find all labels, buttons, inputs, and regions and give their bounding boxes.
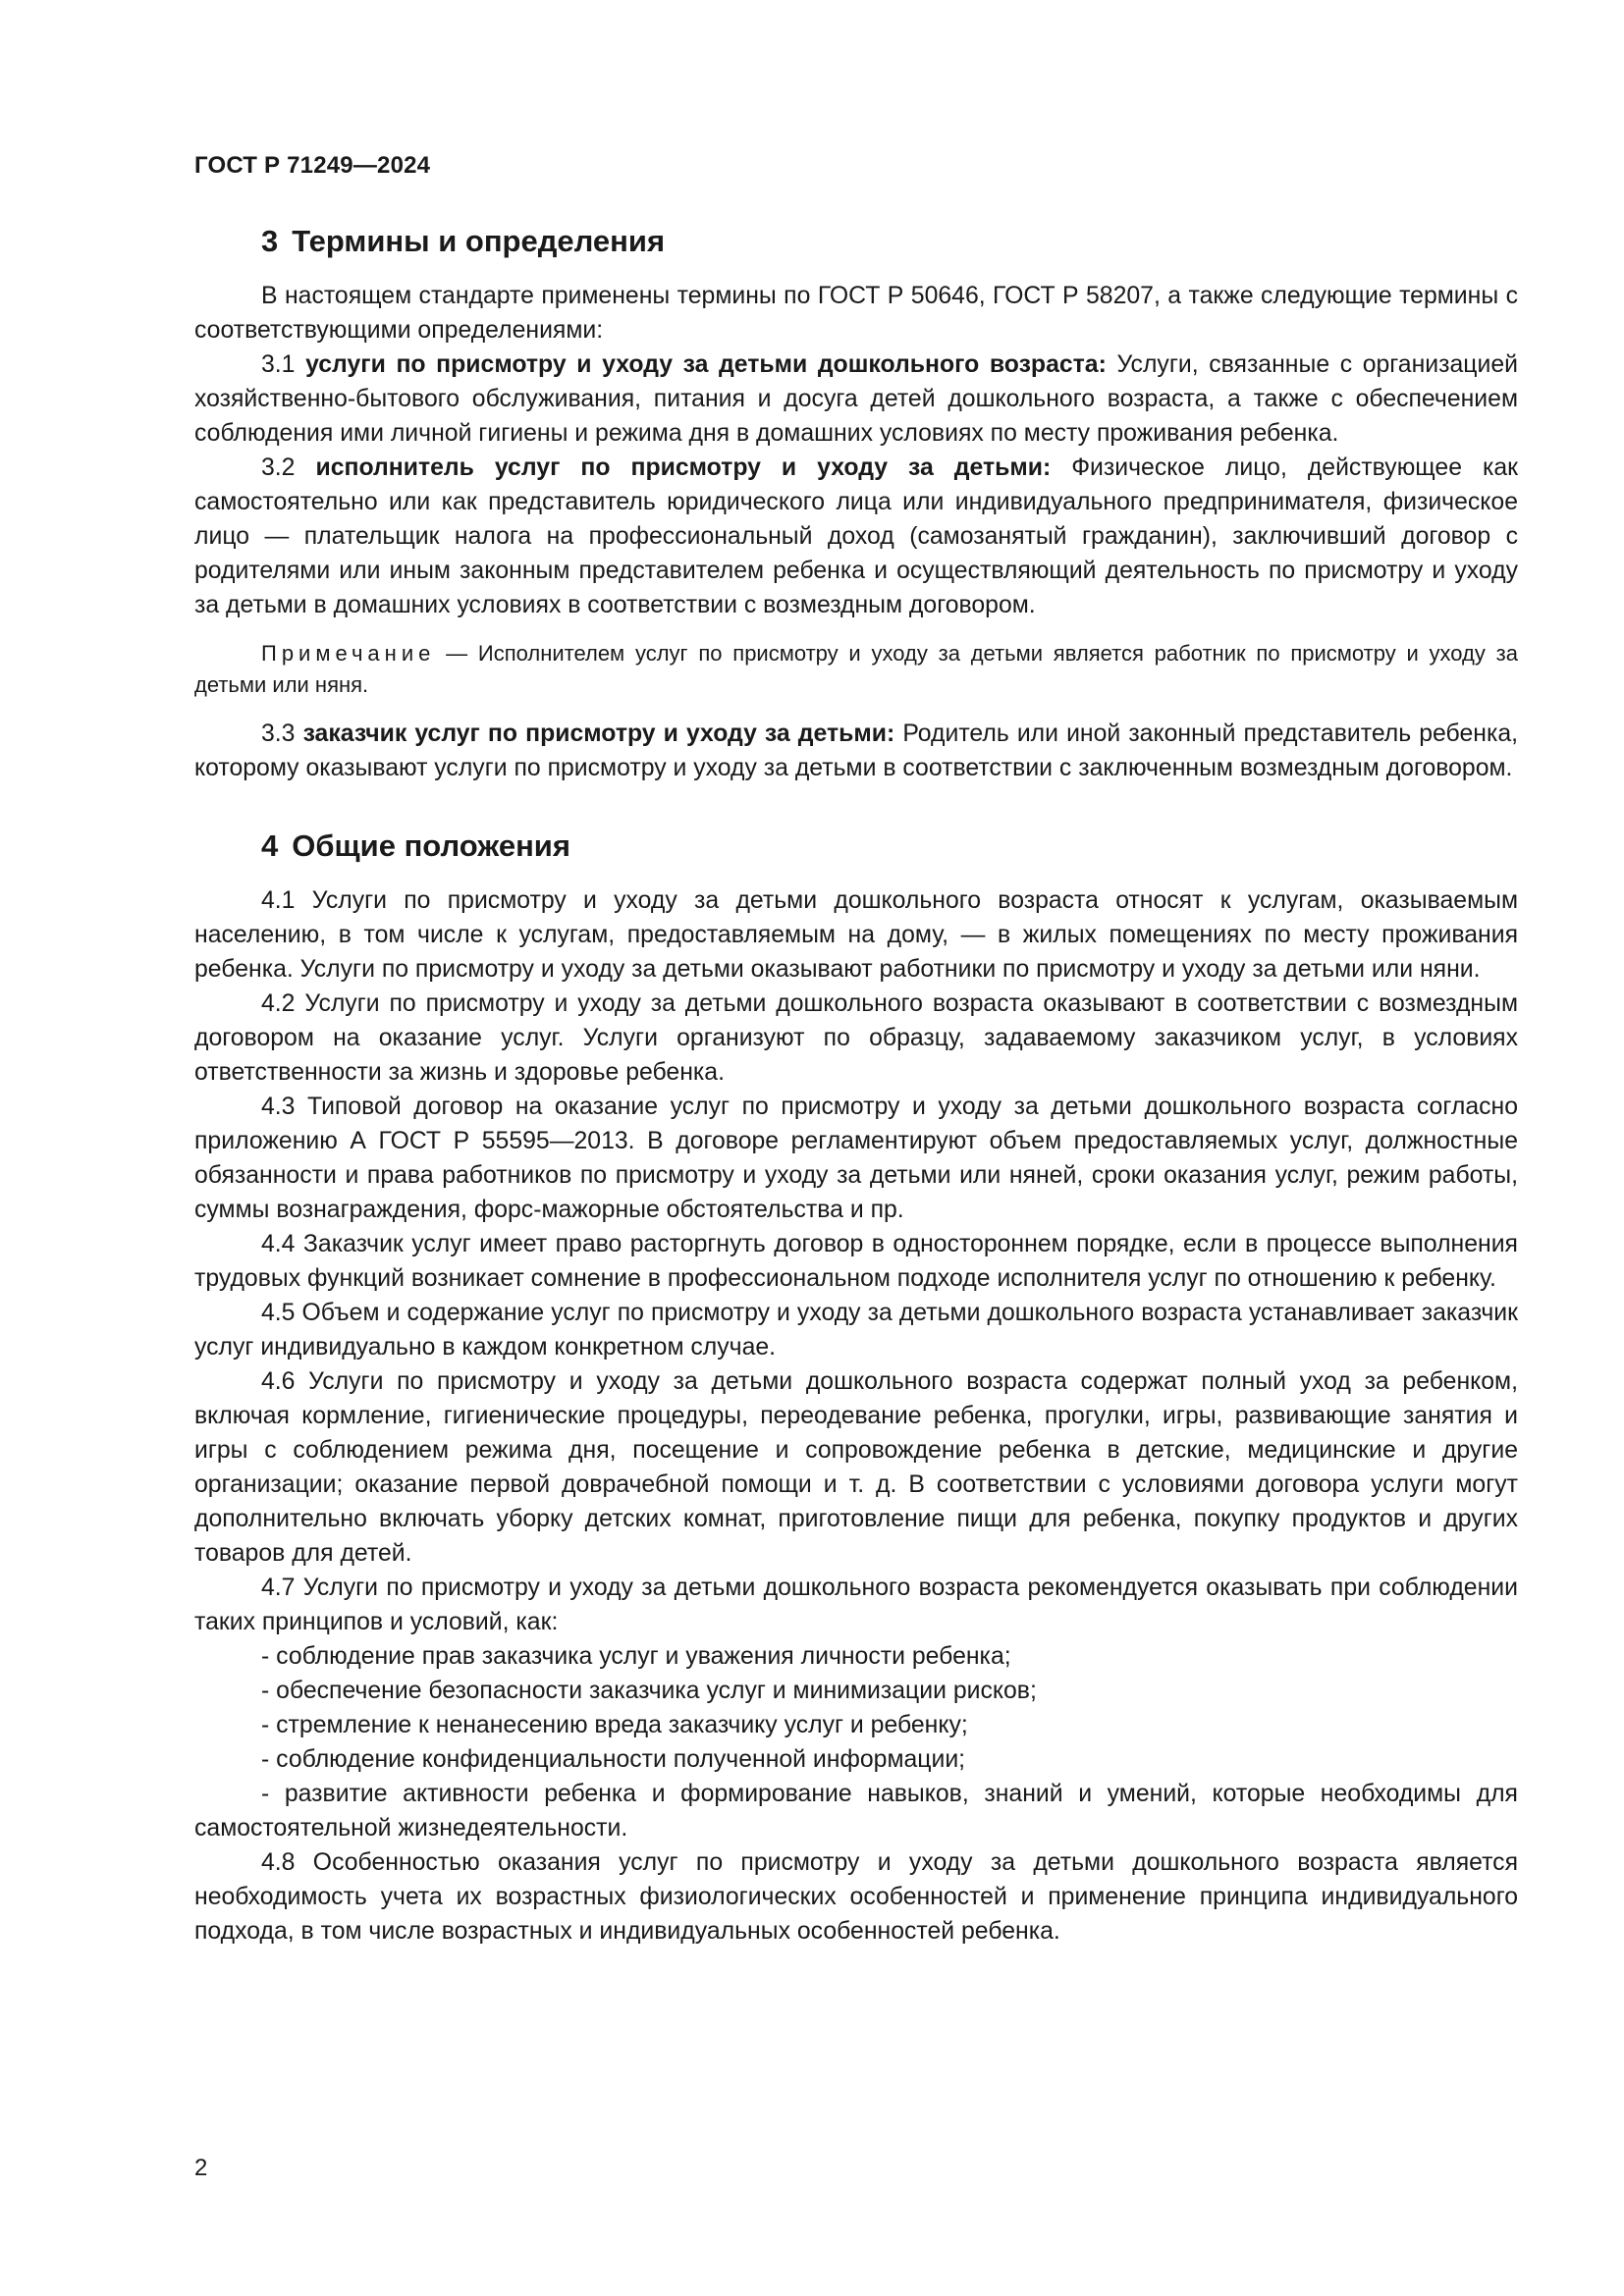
term-3-2-number: 3.2 xyxy=(261,454,296,481)
term-3-2 xyxy=(194,451,1518,622)
term-3-2-definition: Физическое лицо, действующее как самостоятельно или как представитель юридического лица или индивидуального предпринимателя, физическое лицо — плательщик налога на профессиональный доход (самозанятый гражданин), заключивший договор с родителями или иным законным представителем ребенка и осуществляющий деятельность по присмотру и уходу за детьми в домашних условиях в соответствии с возмездным договором. xyxy=(194,454,1519,618)
term-3-2-label: исполнитель услуг по присмотру и уходу за детьми: xyxy=(315,454,1052,481)
clause-4-4: 4.4 Заказчик услуг имеет право расторгнуть договор в одностороннем порядке, если в процессе выполнения трудовых функций возникает сомнение в профессиональном подходе исполнителя услуг по отношению к ребенку. xyxy=(194,1231,1518,1292)
term-3-3-label: заказчик услуг по присмотру и уходу за детьми: xyxy=(302,721,895,747)
clause-4-3: 4.3 Типовой договор на оказание услуг по присмотру и уходу за детьми дошкольного возраста согласно приложению А ГОСТ Р 55595—2013. В договоре регламентируют объем предоставляемых услуг, должностные обязанности и права работников по присмотру и уходу за детьми или няней, сроки оказания услуг, режим работы, суммы вознаграждения, форс-мажорные обстоятельства и пр. xyxy=(194,1094,1518,1223)
term-3-1-label: услуги по присмотру и уходу за детьми дошкольного возраста: xyxy=(305,351,1107,378)
document-body xyxy=(194,222,1518,1949)
term-3-3 xyxy=(194,717,1518,785)
principle-list-item: - стремление к ненанесению вреда заказчику услуг и ребенку; xyxy=(261,1712,968,1738)
term-3-1-number: 3.1 xyxy=(261,351,296,378)
clause-4-1: 4.1 Услуги по присмотру и уходу за детьми дошкольного возраста относят к услугам, оказываемым населению, в том числе к услугам, предоставляемым на дому, — в жилых помещениях по месту проживания ребенка. Услуги по присмотру и уходу за детьми оказывают работники по присмотру и уходу за детьми или няни. xyxy=(194,887,1518,983)
clause-4-5: 4.5 Объем и содержание услуг по присмотру и уходу за детьми дошкольного возраста устанавливает заказчик услуг индивидуально в каждом конкретном случае. xyxy=(194,1300,1518,1361)
document-code-header: ГОСТ Р 71249—2024 xyxy=(194,152,431,179)
section-3-heading xyxy=(194,222,1518,261)
term-3-3-number: 3.3 xyxy=(261,721,296,747)
clause-4-7: 4.7 Услуги по присмотру и уходу за детьми дошкольного возраста рекомендуется оказывать при соблюдении таких принципов и условий, как: xyxy=(194,1575,1518,1635)
section-4-title: Общие положения xyxy=(292,828,570,863)
note-label: Примечание xyxy=(261,641,436,666)
note-paragraph xyxy=(194,638,1518,701)
section-4-heading xyxy=(194,827,1518,866)
term-3-1-definition: Услуги, связанные с организацией хозяйственно-бытового обслуживания, питания и досуга детей дошкольного возраста, а также с обеспечением соблюдения ими личной гигиены и режима дня в домашних условиях по месту проживания ребенка. xyxy=(194,351,1518,447)
principle-list-item: - обеспечение безопасности заказчика услуг и минимизации рисков; xyxy=(261,1678,1037,1704)
section-4-number: 4 xyxy=(261,828,279,863)
principle-list-item: - соблюдение конфиденциальности полученной информации; xyxy=(261,1746,966,1773)
principle-list-item: - соблюдение прав заказчика услуг и уважения личности ребенка; xyxy=(261,1643,1011,1670)
clause-4-2: 4.2 Услуги по присмотру и уходу за детьми дошкольного возраста оказывают в соответствии с возмездным договором на оказание услуг. Услуги организуют по образцу, задаваемому заказчиком услуг, в условиях ответственности за жизнь и здоровье ребенка. xyxy=(194,990,1518,1086)
principle-list-item: - развитие активности ребенка и формирование навыков, знаний и умений, которые необходимы для самостоятельной жизнедеятельности. xyxy=(194,1781,1518,1842)
clause-4-6: 4.6 Услуги по присмотру и уходу за детьми дошкольного возраста содержат полный уход за ребенком, включая кормление, гигиенические процедуры, переодевание ребенка, прогулки, игры, развивающие занятия и игры с соблюдением режима дня, посещение и сопровождение ребенка в детские, медицинские и другие организации; оказание первой доврачебной помощи и т. д. В соответствии с условиями договора услуги могут дополнительно включать уборку детских комнат, приготовление пищи для ребенка, покупку продуктов и других товаров для детей. xyxy=(194,1368,1518,1567)
section-3-number: 3 xyxy=(261,224,279,258)
page-number: 2 xyxy=(194,2155,208,2181)
clause-4-8: 4.8 Особенностью оказания услуг по присмотру и уходу за детьми дошкольного возраста является необходимость учета их возрастных физиологических особенностей и применение принципа индивидуального подхода, в том числе возрастных и индивидуальных особенностей ребенка. xyxy=(194,1849,1518,1945)
term-3-3-definition: Родитель или иной законный представитель ребенка, которому оказывают услуги по присмотру и уходу за детьми в соответствии с заключенным возмездным договором. xyxy=(194,721,1519,781)
section-3-title: Термины и определения xyxy=(292,224,666,258)
term-3-1 xyxy=(194,347,1518,451)
section-3-intro: В настоящем стандарте применены термины по ГОСТ Р 50646, ГОСТ Р 58207, а также следующие термины с соответствующими определениями: xyxy=(194,283,1518,344)
note-text: — Исполнителем услуг по присмотру и уходу за детьми является работник по присмотру и уходу за детьми или няня. xyxy=(194,641,1518,697)
